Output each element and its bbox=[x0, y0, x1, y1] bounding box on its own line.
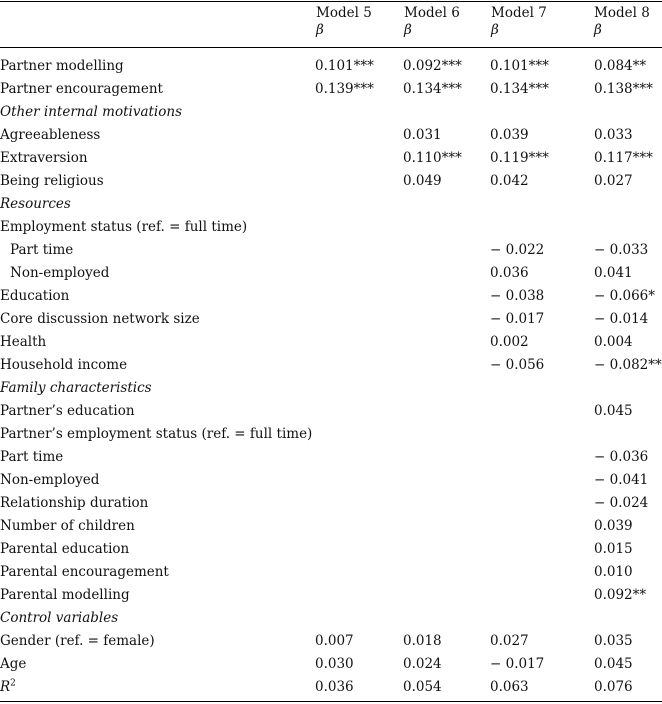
coefficient-cell: − 0.017 bbox=[490, 311, 545, 327]
row-label: Education bbox=[0, 288, 70, 304]
coefficient-cell: 0.015 bbox=[594, 541, 633, 557]
row-label: Household income bbox=[0, 357, 128, 373]
header-rule bbox=[0, 47, 662, 48]
coefficient-cell: 0.063 bbox=[490, 679, 529, 695]
section-row bbox=[0, 101, 662, 124]
coefficient-cell: 0.092** bbox=[594, 587, 647, 603]
coefficient-cell bbox=[490, 400, 594, 423]
coefficient-cell bbox=[403, 515, 490, 538]
table-body bbox=[0, 55, 662, 699]
coefficient-cell: − 0.082** bbox=[594, 357, 662, 373]
table-row bbox=[0, 308, 662, 331]
coefficient-cell bbox=[315, 515, 403, 538]
row-label: Partner modelling bbox=[0, 58, 124, 74]
coefficient-cell bbox=[315, 262, 403, 285]
coefficient-cell bbox=[594, 216, 662, 239]
table-row bbox=[0, 561, 662, 584]
row-label: Part time bbox=[10, 242, 74, 258]
coefficient-cell: − 0.022 bbox=[490, 242, 545, 258]
top-rule bbox=[0, 1, 662, 2]
header-model-5 bbox=[316, 5, 372, 39]
table-row bbox=[0, 492, 662, 515]
row-label: Age bbox=[0, 656, 27, 672]
coefficient-cell: 0.010 bbox=[594, 564, 633, 580]
coefficient-cell: 0.117*** bbox=[594, 150, 653, 166]
coefficient-cell bbox=[315, 239, 403, 262]
header-model-8 bbox=[594, 5, 650, 39]
coefficient-cell: 0.039 bbox=[594, 518, 633, 534]
table-row bbox=[0, 446, 662, 469]
coefficient-cell: 0.007 bbox=[315, 633, 354, 649]
table-row bbox=[0, 469, 662, 492]
coefficient-cell: 0.134*** bbox=[403, 81, 462, 97]
coefficient-cell bbox=[490, 492, 594, 515]
model-name: Model 6 bbox=[404, 5, 460, 21]
coefficient-cell bbox=[403, 354, 490, 377]
coefficient-cell bbox=[315, 492, 403, 515]
row-label: Non-employed bbox=[0, 472, 100, 488]
model-stat: β bbox=[594, 22, 602, 38]
coefficient-cell: 0.134*** bbox=[490, 81, 549, 97]
coefficient-cell: 0.027 bbox=[594, 173, 633, 189]
coefficient-cell bbox=[315, 331, 403, 354]
row-label: Non-employed bbox=[10, 265, 110, 281]
coefficient-cell: − 0.066* bbox=[594, 288, 656, 304]
table-row bbox=[0, 285, 662, 308]
coefficient-cell: − 0.041 bbox=[594, 472, 649, 488]
coefficient-cell bbox=[490, 423, 594, 446]
coefficient-cell: 0.004 bbox=[594, 334, 633, 350]
row-label: Extraversion bbox=[0, 150, 88, 166]
table-row bbox=[0, 630, 662, 653]
table-row bbox=[0, 262, 662, 285]
row-label: Partner’s employment status (ref. = full time) bbox=[0, 426, 313, 442]
coefficient-cell: 0.042 bbox=[490, 173, 529, 189]
table-row bbox=[0, 515, 662, 538]
coefficient-cell: 0.045 bbox=[594, 403, 633, 419]
model-stat: β bbox=[316, 22, 324, 38]
model-stat: β bbox=[491, 22, 499, 38]
row-label: Core discussion network size bbox=[0, 311, 200, 327]
section-row bbox=[0, 607, 662, 630]
row-label: Part time bbox=[0, 449, 64, 465]
coefficient-cell bbox=[315, 285, 403, 308]
coefficient-cell bbox=[490, 515, 594, 538]
section-label: Control variables bbox=[0, 610, 119, 626]
table-row bbox=[0, 331, 662, 354]
coefficient-cell: − 0.056 bbox=[490, 357, 545, 373]
coefficient-cell: 0.039 bbox=[490, 127, 529, 143]
coefficient-cell bbox=[315, 216, 403, 239]
table-row bbox=[0, 400, 662, 423]
coefficient-cell bbox=[490, 469, 594, 492]
coefficient-cell: 0.045 bbox=[594, 656, 633, 672]
coefficient-cell bbox=[403, 285, 490, 308]
coefficient-cell: 0.139*** bbox=[315, 81, 374, 97]
coefficient-cell bbox=[403, 216, 490, 239]
coefficient-cell: 0.036 bbox=[315, 679, 354, 695]
table-row bbox=[0, 55, 662, 78]
coefficient-cell: 0.084** bbox=[594, 58, 647, 74]
model-name: Model 5 bbox=[316, 5, 372, 21]
coefficient-cell bbox=[315, 308, 403, 331]
coefficient-cell bbox=[315, 170, 403, 193]
coefficient-cell bbox=[403, 584, 490, 607]
coefficient-cell bbox=[315, 147, 403, 170]
coefficient-cell: − 0.038 bbox=[490, 288, 545, 304]
coefficient-cell bbox=[403, 423, 490, 446]
model-name: Model 8 bbox=[594, 5, 650, 21]
row-label: Partner encouragement bbox=[0, 81, 163, 97]
coefficient-cell bbox=[403, 331, 490, 354]
coefficient-cell bbox=[403, 308, 490, 331]
coefficient-cell: 0.036 bbox=[490, 265, 529, 281]
coefficient-cell: 0.092*** bbox=[403, 58, 462, 74]
row-label: Agreeableness bbox=[0, 127, 101, 143]
coefficient-cell bbox=[403, 400, 490, 423]
table-row bbox=[0, 78, 662, 101]
row-label: Parental education bbox=[0, 541, 130, 557]
coefficient-cell: − 0.024 bbox=[594, 495, 649, 511]
coefficient-cell bbox=[403, 446, 490, 469]
coefficient-cell: − 0.014 bbox=[594, 311, 649, 327]
coefficient-cell: 0.030 bbox=[315, 656, 354, 672]
coefficient-cell: − 0.033 bbox=[594, 242, 649, 258]
row-label: $R^2$ bbox=[0, 678, 16, 695]
row-label: Employment status (ref. = full time) bbox=[0, 219, 248, 235]
coefficient-cell: 0.018 bbox=[403, 633, 442, 649]
coefficients-table bbox=[0, 55, 662, 699]
section-label: Other internal motivations bbox=[0, 104, 182, 120]
model-stat: β bbox=[404, 22, 412, 38]
coefficient-cell bbox=[403, 538, 490, 561]
row-label: Partner’s education bbox=[0, 403, 135, 419]
table-row bbox=[0, 423, 662, 446]
table-row bbox=[0, 676, 662, 699]
coefficient-cell bbox=[315, 124, 403, 147]
coefficient-cell bbox=[403, 262, 490, 285]
coefficient-cell: 0.054 bbox=[403, 679, 442, 695]
coefficient-cell: 0.049 bbox=[403, 173, 442, 189]
table-row bbox=[0, 216, 662, 239]
coefficient-cell: 0.002 bbox=[490, 334, 529, 350]
coefficient-cell: 0.110*** bbox=[403, 150, 462, 166]
row-label: Number of children bbox=[0, 518, 135, 534]
section-row bbox=[0, 193, 662, 216]
coefficient-cell: 0.041 bbox=[594, 265, 633, 281]
coefficient-cell bbox=[490, 216, 594, 239]
table-row bbox=[0, 147, 662, 170]
coefficient-cell: − 0.036 bbox=[594, 449, 649, 465]
coefficient-cell: 0.031 bbox=[403, 127, 442, 143]
coefficient-cell bbox=[490, 538, 594, 561]
coefficient-cell bbox=[403, 492, 490, 515]
coefficient-cell bbox=[315, 584, 403, 607]
coefficient-cell: 0.101*** bbox=[490, 58, 549, 74]
coefficient-cell: − 0.017 bbox=[490, 656, 545, 672]
coefficient-cell bbox=[315, 561, 403, 584]
model-name: Model 7 bbox=[491, 5, 547, 21]
header-model-6 bbox=[404, 5, 460, 39]
header-model-7 bbox=[491, 5, 547, 39]
table-row bbox=[0, 584, 662, 607]
table-row bbox=[0, 354, 662, 377]
section-label: Family characteristics bbox=[0, 380, 152, 396]
table-row bbox=[0, 653, 662, 676]
coefficient-cell: 0.033 bbox=[594, 127, 633, 143]
table-row bbox=[0, 170, 662, 193]
section-row bbox=[0, 377, 662, 400]
bottom-rule bbox=[0, 701, 662, 702]
coefficient-cell bbox=[315, 354, 403, 377]
row-label: Being religious bbox=[0, 173, 104, 189]
coefficient-cell bbox=[315, 400, 403, 423]
coefficient-cell bbox=[490, 584, 594, 607]
coefficient-cell bbox=[490, 561, 594, 584]
table-row bbox=[0, 538, 662, 561]
coefficient-cell: 0.024 bbox=[403, 656, 442, 672]
coefficient-cell: 0.119*** bbox=[490, 150, 549, 166]
coefficient-cell bbox=[594, 423, 662, 446]
row-label: Health bbox=[0, 334, 47, 350]
coefficient-cell bbox=[315, 469, 403, 492]
row-label: Parental modelling bbox=[0, 587, 130, 603]
coefficient-cell bbox=[315, 423, 403, 446]
coefficient-cell bbox=[403, 469, 490, 492]
coefficient-cell: 0.027 bbox=[490, 633, 529, 649]
table-row bbox=[0, 239, 662, 262]
coefficient-cell: 0.138*** bbox=[594, 81, 653, 97]
coefficient-cell bbox=[490, 446, 594, 469]
coefficient-cell bbox=[315, 446, 403, 469]
table-row bbox=[0, 124, 662, 147]
coefficient-cell bbox=[403, 561, 490, 584]
row-label: Gender (ref. = female) bbox=[0, 633, 155, 649]
section-label: Resources bbox=[0, 196, 71, 212]
coefficient-cell bbox=[403, 239, 490, 262]
coefficient-cell: 0.035 bbox=[594, 633, 633, 649]
row-label: Parental encouragement bbox=[0, 564, 169, 580]
coefficient-cell: 0.076 bbox=[594, 679, 633, 695]
row-label: Relationship duration bbox=[0, 495, 149, 511]
coefficient-cell bbox=[315, 538, 403, 561]
coefficient-cell: 0.101*** bbox=[315, 58, 374, 74]
